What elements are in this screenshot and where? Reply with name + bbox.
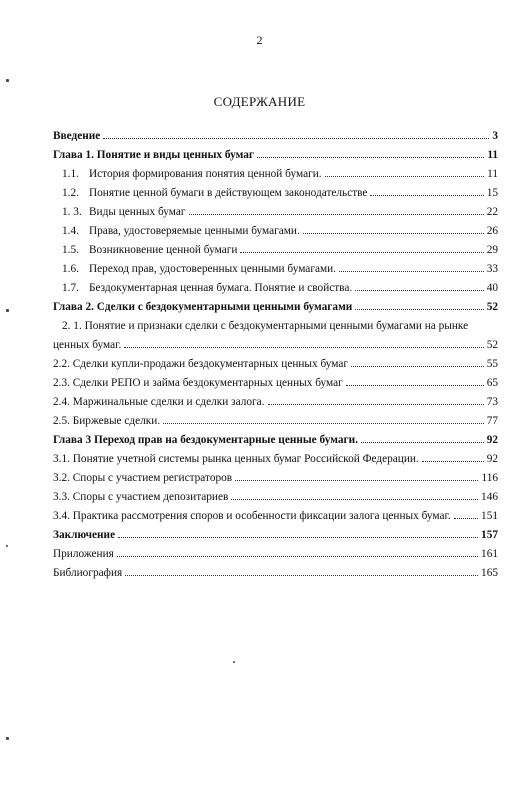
leader-dots	[240, 251, 483, 253]
toc-entry-text: Права, удостоверяемые ценными бумагами.	[89, 225, 300, 237]
toc-entry-section-1-3[interactable]	[62, 205, 498, 219]
toc-entry-section-2-4[interactable]	[53, 395, 498, 409]
leader-dots	[117, 555, 478, 557]
toc-entry-number: 1.2.	[62, 187, 79, 199]
toc-entry-number: 1.5.	[62, 244, 79, 256]
leader-dots	[231, 498, 478, 500]
page-title: СОДЕРЖАНИЕ	[213, 94, 306, 109]
leader-dots	[268, 403, 484, 405]
scan-speck	[6, 545, 8, 547]
toc-entry-section-1-1[interactable]	[62, 167, 498, 181]
toc-entry-text: Бездокументарная ценная бумага. Понятие и свойства.	[89, 282, 353, 294]
toc-entry-section-3-3[interactable]	[53, 490, 498, 504]
toc-entry-page: 146	[481, 491, 498, 503]
toc-entry-page: 29	[486, 244, 498, 256]
toc-entry-page: 11	[487, 168, 498, 180]
toc-entry-number: 1.1.	[62, 168, 79, 180]
toc-entry-text: Введение	[53, 130, 101, 142]
scan-speck	[233, 661, 235, 663]
toc-entry-text: Приложения	[53, 548, 114, 560]
toc-entry-number: 1. 3.	[62, 206, 82, 218]
leader-dots	[303, 232, 484, 234]
toc-entry-text: Понятие ценной бумаги в действующем законодательстве	[89, 187, 368, 199]
toc-entry-section-1-6[interactable]	[62, 262, 498, 276]
leader-dots	[346, 384, 484, 386]
leader-dots	[125, 574, 478, 576]
toc-entry-text: Библиография	[53, 567, 123, 579]
toc-entry-text: 2.2. Сделки купли-продажи бездокументарных ценных бумаг	[53, 358, 349, 370]
toc-entry-text: 2.5. Биржевые сделки.	[53, 415, 161, 427]
scan-speck	[6, 79, 9, 82]
leader-dots	[257, 156, 484, 158]
toc-entry-section-3-2[interactable]	[53, 471, 498, 485]
toc-entry-text: Глава 3 Переход прав на бездокументарные ценные бумаги.	[53, 434, 358, 446]
toc-entry-page: 92	[486, 434, 498, 446]
toc-entry-text: 3.2. Споры с участием регистраторов	[53, 472, 233, 484]
leader-dots	[355, 308, 483, 310]
toc-entry-section-1-7[interactable]	[62, 281, 498, 295]
toc-entry-text: Глава 1. Понятие и виды ценных бумаг	[53, 149, 254, 161]
toc-entry-chapter-2[interactable]	[53, 300, 498, 314]
leader-dots	[325, 175, 485, 177]
toc-entry-page: 40	[486, 282, 498, 294]
toc-entry-page: 165	[481, 567, 498, 579]
toc-entry-text: 3.3. Споры с участием депозитариев	[53, 491, 229, 503]
toc-entry-page: 157	[481, 529, 498, 541]
toc-entry-page: 65	[486, 377, 498, 389]
toc-entry-section-1-4[interactable]	[62, 224, 498, 238]
scan-speck	[6, 737, 9, 740]
toc-entry-text: История формирования понятия ценной бумаги.	[89, 168, 322, 180]
toc-entry-appendix[interactable]	[53, 547, 498, 561]
toc-entry-chapter-3[interactable]	[53, 433, 498, 447]
leader-dots	[189, 213, 484, 215]
toc-entry-text: 2.4. Маржинальные сделки и сделки залога.	[53, 396, 265, 408]
toc-entry-number: 1.6.	[62, 263, 79, 275]
toc-entry-section-1-2[interactable]	[62, 186, 498, 200]
toc-entry-page: 52	[486, 339, 498, 351]
toc-entry-page: 26	[486, 225, 498, 237]
toc-entry-number: 1.7.	[62, 282, 79, 294]
toc-entry-page: 15	[486, 187, 498, 199]
toc-entry-page: 77	[486, 415, 498, 427]
toc-entry-page: 3	[492, 130, 498, 142]
toc-entry-page: 73	[486, 396, 498, 408]
toc-entry-conclusion[interactable]	[53, 528, 498, 542]
toc-entry-page: 161	[481, 548, 498, 560]
toc-entry-text: Возникновение ценной бумаги	[89, 244, 238, 256]
leader-dots	[454, 517, 478, 519]
toc-entry-section-2-3[interactable]	[53, 376, 498, 390]
toc-entry-section-2-1-line1[interactable]: 2. 1. Понятие и признаки сделки с бездокументарными ценными бумагами на рынке	[62, 320, 469, 332]
toc-entry-section-3-1[interactable]	[53, 452, 498, 466]
scan-speck	[6, 309, 9, 312]
toc-entry-page: 52	[486, 301, 498, 313]
toc-entry-section-2-2[interactable]	[53, 357, 498, 371]
toc-entry-bibliography[interactable]	[53, 566, 498, 580]
toc-entry-page: 151	[481, 510, 498, 522]
leader-dots	[163, 422, 484, 424]
toc-entry-page: 22	[486, 206, 498, 218]
toc-entry-number: 1.4.	[62, 225, 79, 237]
toc-entry-text: ценных бумаг.	[53, 339, 122, 351]
leader-dots	[361, 441, 484, 443]
toc-entry-section-2-5[interactable]	[53, 414, 498, 428]
toc-entry-text: Переход прав, удостоверенных ценными бумагами.	[89, 263, 336, 275]
toc-entry-text: Глава 2. Сделки с бездокументарными ценными бумагами	[53, 301, 353, 313]
leader-dots	[118, 536, 478, 538]
leader-dots	[351, 365, 484, 367]
toc-entry-page: 92	[486, 453, 498, 465]
toc-entry-page: 33	[486, 263, 498, 275]
leader-dots	[370, 194, 483, 196]
toc-entry-page: 11	[487, 149, 498, 161]
toc-entry-page: 116	[481, 472, 498, 484]
toc-entry-text: 3.4. Практика рассмотрения споров и особенности фиксации залога ценных бумаг.	[53, 510, 451, 522]
leader-dots	[124, 346, 483, 348]
toc-entry-text: Виды ценных бумаг	[89, 206, 186, 218]
leader-dots	[235, 479, 478, 481]
toc-entry-text: 3.1. Понятие учетной системы рынка ценных бумаг Российской Федерации.	[53, 453, 419, 465]
leader-dots	[103, 137, 489, 139]
toc-entry-text: Заключение	[53, 529, 116, 541]
toc-entry-chapter-1[interactable]	[53, 148, 498, 162]
toc-entry-intro[interactable]	[53, 129, 498, 143]
toc-entry-section-3-4[interactable]	[53, 509, 498, 523]
leader-dots	[339, 270, 484, 272]
toc-entry-page: 55	[486, 358, 498, 370]
toc-entry-section-2-1[interactable]	[53, 338, 498, 352]
leader-dots	[422, 460, 484, 462]
leader-dots	[355, 289, 483, 291]
page-number: 2	[256, 33, 263, 47]
toc-entry-section-1-5[interactable]	[62, 243, 498, 257]
toc-entry-text: 2.3. Сделки РЕПО и займа бездокументарных ценных бумаг	[53, 377, 343, 389]
